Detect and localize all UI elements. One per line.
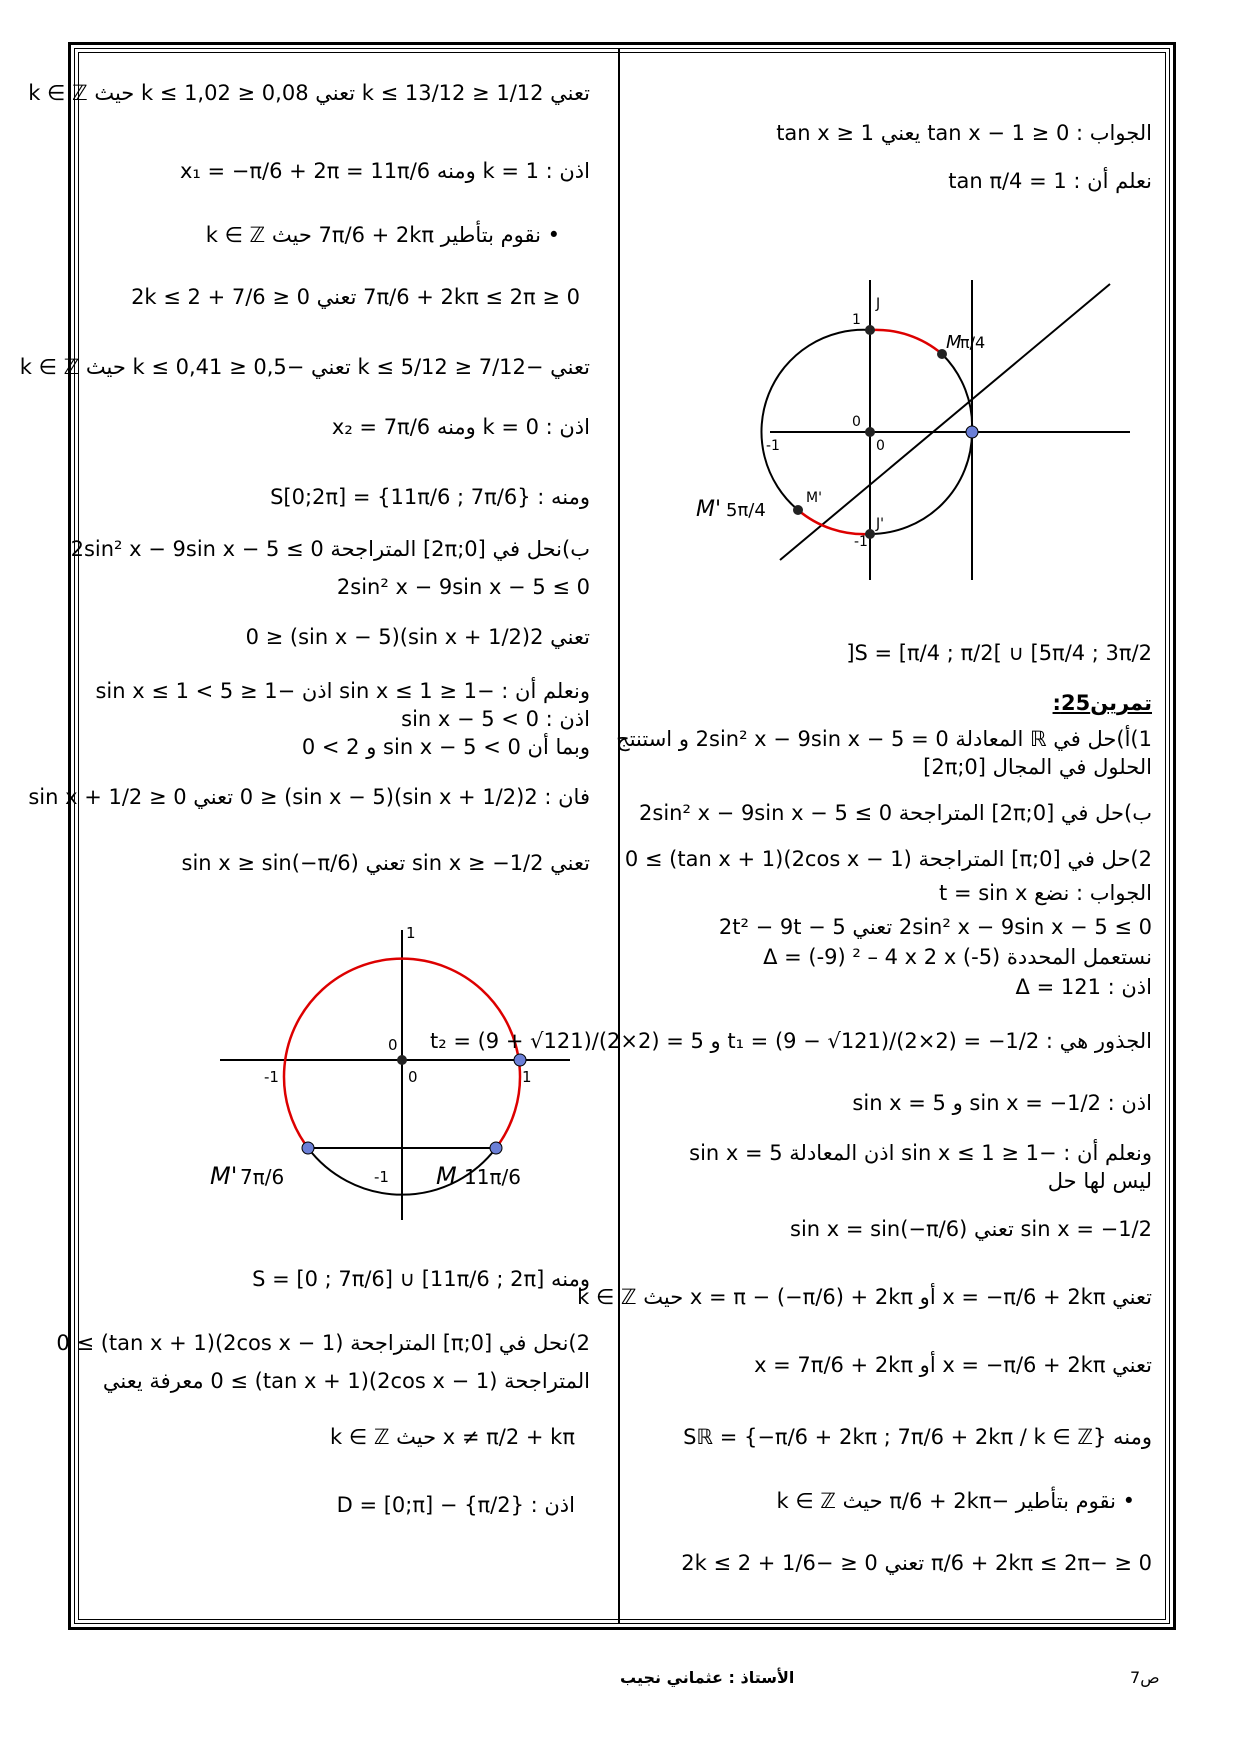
left-line-8: ب)نحل في [0;2π] المتراجحة 2sin² x − 9sin x − 5 ≤ 0	[70, 537, 590, 561]
right-line-6: الحلول في المجال [0;2π]	[923, 755, 1152, 779]
left-line-1: تعني 1/12 ≤ k ≤ 13/12 تعني 0,08 ≤ k ≤ 1,02 حيث k ∈ ℤ	[28, 81, 590, 105]
right-line-2: نعلم أن : tan π/4 = 1	[948, 169, 1152, 193]
right-line-8: 2)حل في [0;π] المتراجحة (2cos x − 1)(tan x + 1) ≥ 0	[624, 847, 1152, 871]
right-line-9: الجواب : نضع t = sin x	[939, 881, 1152, 905]
left-line-19: x ≠ π/2 + kπ حيث k ∈ ℤ	[330, 1425, 575, 1449]
right-line-21: • نقوم بتأطير −π/6 + 2kπ حيث k ∈ ℤ	[776, 1489, 1135, 1513]
right-line-17: sin x = −1/2 تعني sin x = sin(−π/6)	[790, 1217, 1152, 1241]
left-line-9: 2sin² x − 9sin x − 5 ≤ 0	[336, 575, 590, 599]
right-line-10: 2sin² x − 9sin x − 5 ≤ 0 تعني 2t² − 9t − 5	[718, 915, 1152, 939]
left-line-11: ونعلم أن : −1 ≤ sin x ≤ 1 اذن −1 ≤ sin x ≤ 1 < 5	[95, 679, 590, 703]
right-line-12: اذن : Δ = 121	[1015, 975, 1152, 999]
right-line-18: تعني x = −π/6 + 2kπ أو x = π − (−π/6) + 2kπ حيث k ∈ ℤ	[577, 1285, 1152, 1309]
svg-text:1: 1	[406, 924, 416, 942]
right-line-7: ب)حل في [0;2π] المتراجحة 2sin² x − 9sin x − 5 ≤ 0	[639, 801, 1152, 825]
svg-text:11π/6: 11π/6	[464, 1165, 521, 1189]
right-line-3: S = [π/4 ; π/2[ ∪ [5π/4 ; 3π/2[	[846, 641, 1152, 665]
left-line-18: المتراجحة (2cos x − 1)(tan x + 1) ≥ 0 معرفة يعني	[102, 1369, 590, 1393]
footer-teacher: الأستاذ : عثماني نجيب	[620, 1668, 795, 1687]
exercise-title: تمرين25:	[1052, 691, 1152, 715]
svg-text:0: 0	[408, 1068, 418, 1086]
left-line-13: وبما أن sin x − 5 < 0 و 2 > 0	[301, 735, 590, 759]
left-line-12: اذن : sin x − 5 < 0	[401, 707, 590, 731]
svg-text:0: 0	[876, 438, 885, 454]
left-line-3: • نقوم بتأطير 7π/6 + 2kπ حيث k ∈ ℤ	[205, 223, 560, 247]
right-line-11: نستعمل المحددة Δ = (-9) ² – 4 x 2 x (-5)	[763, 945, 1152, 969]
right-line-15: ونعلم أن : −1 ≤ sin x ≤ 1 اذن المعادلة sin x = 5	[689, 1141, 1152, 1165]
column-divider	[618, 48, 620, 1624]
left-line-6: اذن : k = 0 ومنه x₂ = 7π/6	[331, 415, 590, 439]
svg-text:-1: -1	[264, 1068, 279, 1086]
svg-text:-1: -1	[766, 438, 780, 454]
left-line-15: تعني sin x ≥ −1/2 تعني sin x ≥ sin(−π/6)	[181, 851, 590, 875]
page-number: ص7	[1130, 1668, 1160, 1687]
svg-text:M': M'	[696, 497, 722, 522]
svg-text:0: 0	[852, 414, 861, 430]
svg-text:J: J	[876, 296, 881, 312]
svg-text:1: 1	[852, 312, 861, 328]
svg-text:π/4: π/4	[960, 333, 986, 352]
unit-circle-figure-2	[200, 920, 590, 1240]
svg-text:M: M	[946, 332, 962, 353]
svg-text:0: 0	[388, 1036, 398, 1054]
right-line-22: 0 ≤ −π/6 + 2kπ ≤ 2π تعني 0 ≤ −1/6 + 2k ≤ 2	[681, 1551, 1152, 1575]
svg-text:5π/4: 5π/4	[726, 500, 766, 521]
right-line-14: اذن : sin x = −1/2 و sin x = 5	[852, 1091, 1152, 1115]
left-line-5: تعني −7/12 ≤ k ≤ 5/12 تعني −0,5 ≤ k ≤ 0,41 حيث k ∈ ℤ	[19, 355, 590, 379]
left-line-16: ومنه S = [0 ; 7π/6] ∪ [11π/6 ; 2π]	[252, 1267, 590, 1291]
point-label-m: M	[436, 1162, 457, 1190]
right-line-5: 1)أ)حل في ℝ المعادلة 2sin² x − 9sin x − 5 = 0 و استنتج	[616, 727, 1152, 751]
svg-text:J': J'	[876, 516, 884, 532]
svg-text:-1: -1	[854, 534, 868, 550]
right-line-19: تعني x = −π/6 + 2kπ أو x = 7π/6 + 2kπ	[754, 1353, 1152, 1377]
right-line-16: ليس لها حل	[1047, 1169, 1152, 1193]
left-line-10: تعني 2(sin x + 1/2)(sin x − 5) ≤ 0	[245, 625, 590, 649]
point-label-mprime: M'	[210, 1162, 238, 1190]
left-line-14: فان : 2(sin x + 1/2)(sin x − 5) ≤ 0 تعني sin x + 1/2 ≥ 0	[28, 785, 590, 809]
right-line-20: ومنه Sℝ = {−π/6 + 2kπ ; 7π/6 + 2kπ / k ∈ ℤ}	[683, 1425, 1152, 1449]
svg-text:M': M'	[806, 490, 822, 506]
left-line-17: 2)نحل في [0;π] المتراجحة (2cos x − 1)(tan x + 1) ≥ 0	[56, 1331, 590, 1355]
svg-text:7π/6: 7π/6	[240, 1165, 285, 1189]
right-line-13: الجذور هي : t₁ = (9 − √121)/(2×2) = −1/2 و t₂ = (9 + √121)/(2×2) = 5	[430, 1029, 1152, 1053]
left-line-20: اذن : D = [0;π] − {π/2}	[336, 1493, 575, 1517]
unit-circle-figure-1	[696, 270, 1140, 590]
left-line-4: 0 ≤ 7π/6 + 2kπ ≤ 2π تعني 0 ≤ 7/6 + 2k ≤ 2	[131, 285, 580, 309]
left-line-7: ومنه : S[0;2π] = {11π/6 ; 7π/6}	[270, 485, 590, 509]
svg-text:-1: -1	[374, 1168, 389, 1186]
svg-text:1: 1	[522, 1068, 532, 1086]
left-line-2: اذن : k = 1 ومنه x₁ = −π/6 + 2π = 11π/6	[179, 159, 590, 183]
right-line-1: الجواب : tan x − 1 ≥ 0 يعني tan x ≥ 1	[776, 121, 1152, 145]
